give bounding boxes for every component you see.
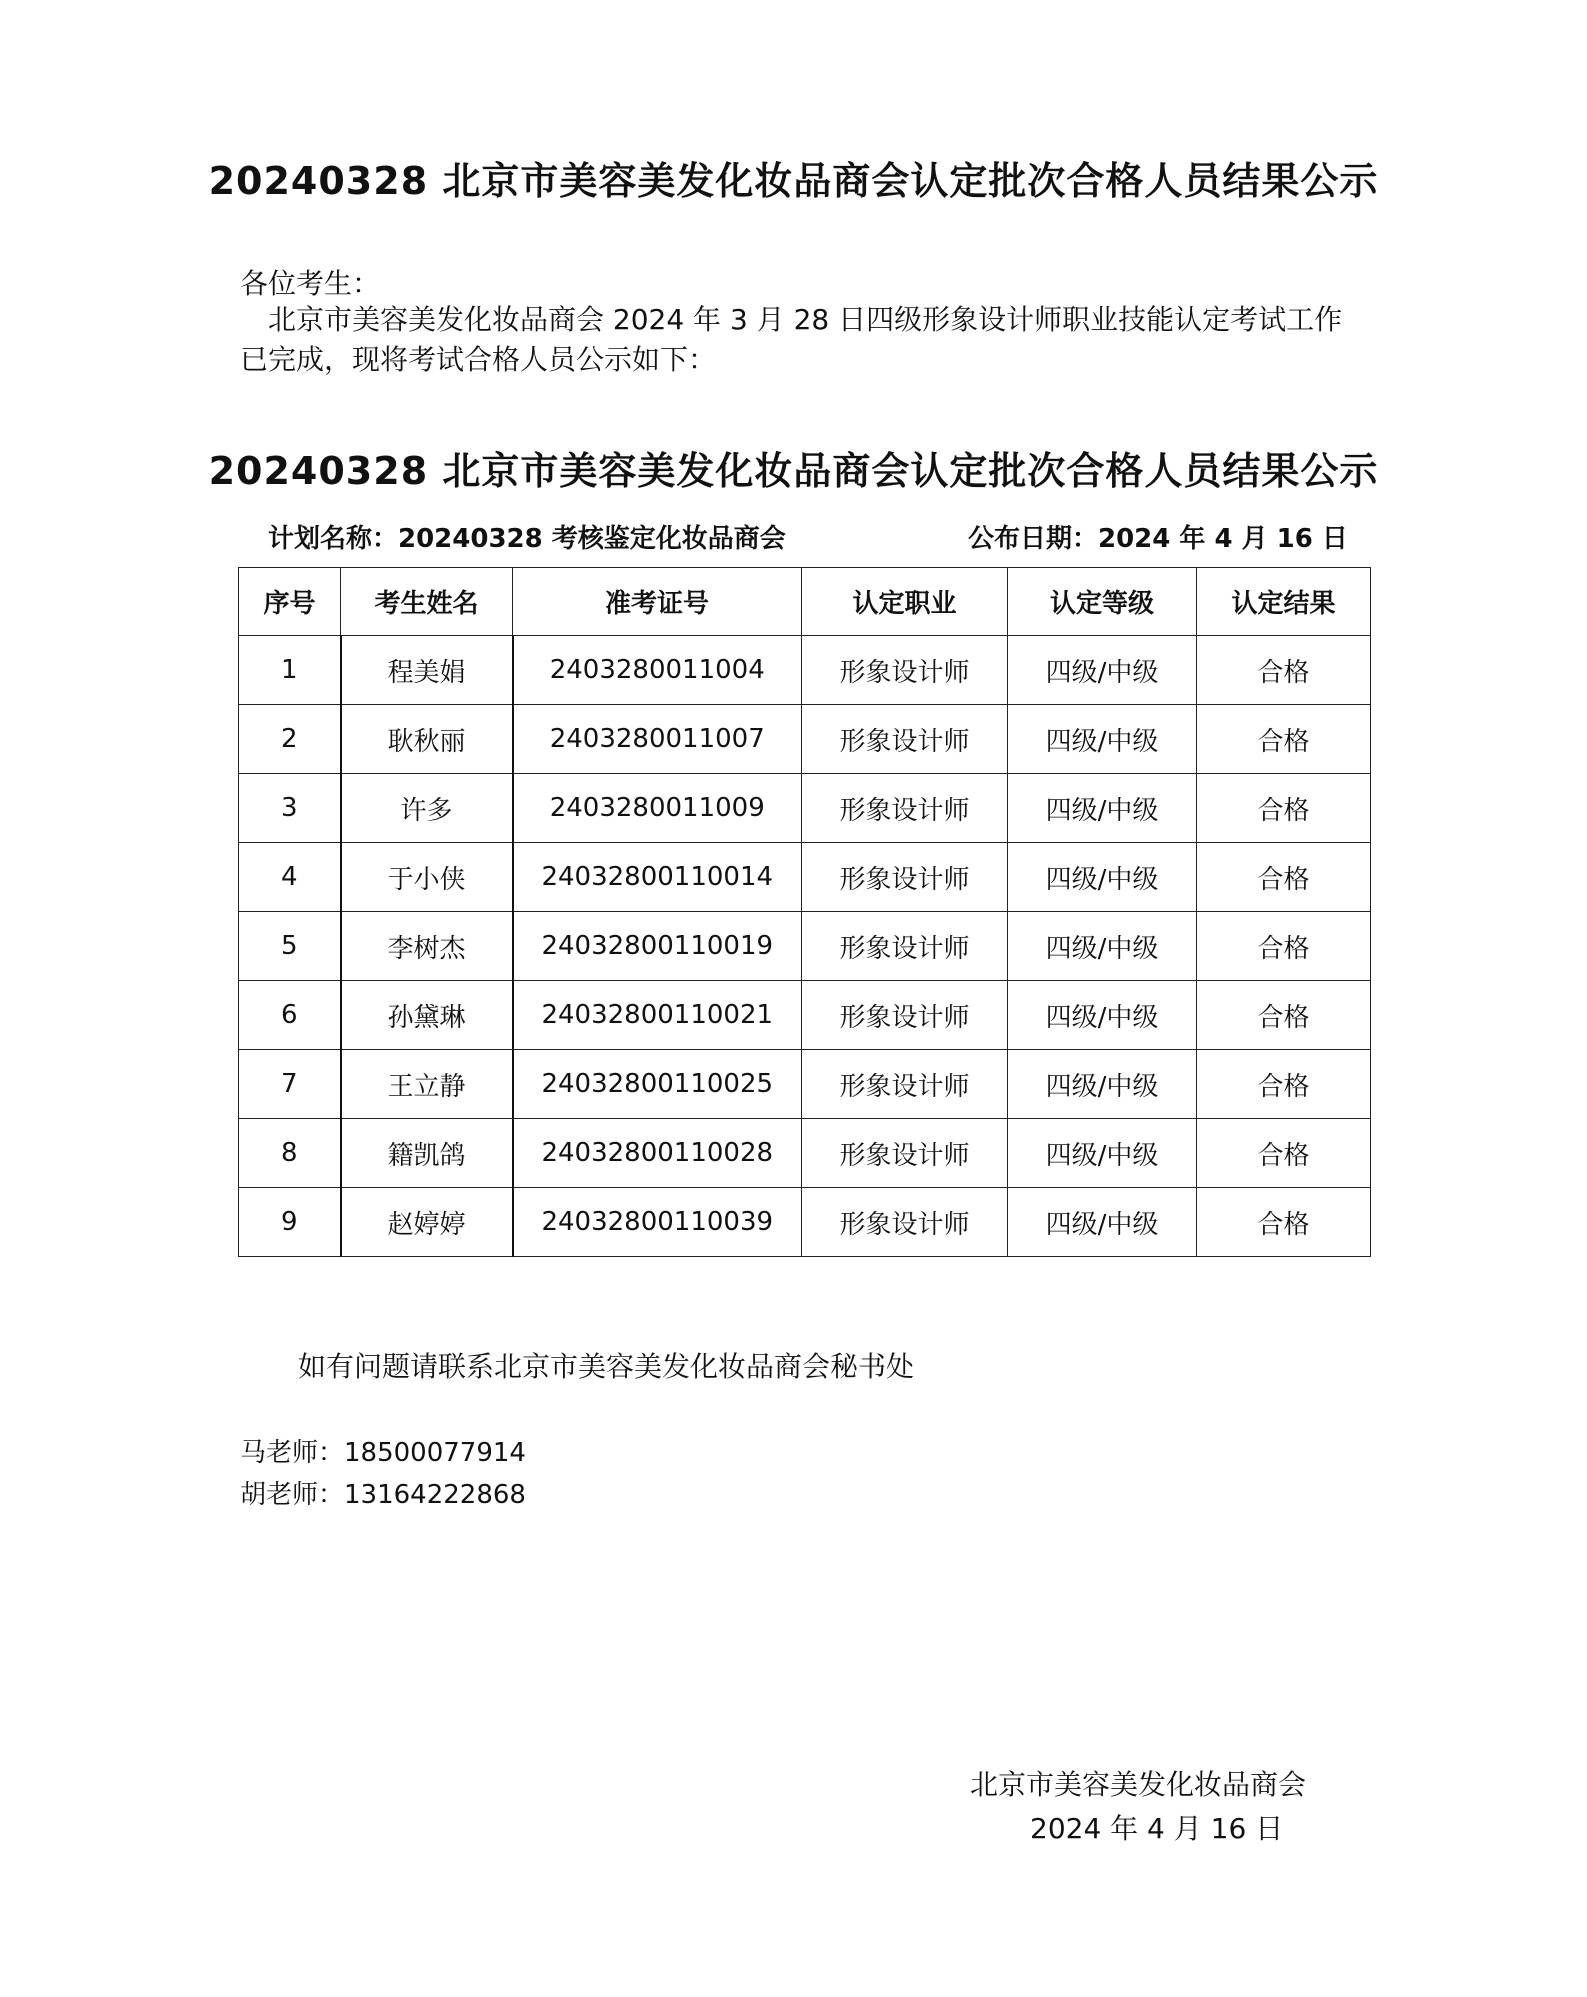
header-level: 认定等级 [1008, 568, 1197, 636]
greeting: 各位考生： [240, 267, 381, 300]
cell-level: 四级/中级 [1008, 636, 1197, 705]
cell-level: 四级/中级 [1008, 1188, 1197, 1257]
cell-exam-id: 2403280011009 [513, 774, 802, 843]
cell-exam-id: 2403280011007 [513, 705, 802, 774]
cell-result: 合格 [1197, 636, 1371, 705]
cell-occupation: 形象设计师 [802, 1050, 1008, 1119]
cell-name: 于小侠 [341, 843, 513, 912]
intro-line-1: 北京市美容美发化妆品商会 2024 年 3 月 28 日四级形象设计师职业技能认定考试工作 [268, 303, 1343, 336]
intro-line-2: 已完成，现将考试合格人员公示如下： [240, 343, 717, 376]
table-row [239, 774, 1371, 843]
table-row [239, 1119, 1371, 1188]
cell-occupation: 形象设计师 [802, 981, 1008, 1050]
header-result: 认定结果 [1197, 568, 1371, 636]
table-row [239, 843, 1371, 912]
cell-occupation: 形象设计师 [802, 1119, 1008, 1188]
table-row [239, 705, 1371, 774]
cell-name: 李树杰 [341, 912, 513, 981]
cell-seq: 4 [239, 843, 341, 912]
contact-teacher-hu: 胡老师：13164222868 [240, 1480, 526, 1510]
cell-seq: 7 [239, 1050, 341, 1119]
results-table [238, 567, 1371, 1257]
cell-seq: 5 [239, 912, 341, 981]
cell-exam-id: 24032800110019 [513, 912, 802, 981]
cell-name: 赵婷婷 [341, 1188, 513, 1257]
cell-exam-id: 24032800110025 [513, 1050, 802, 1119]
cell-occupation: 形象设计师 [802, 774, 1008, 843]
document-title: 20240328 北京市美容美发化妆品商会认定批次合格人员结果公示 [208, 159, 1379, 203]
cell-occupation: 形象设计师 [802, 1188, 1008, 1257]
cell-result: 合格 [1197, 843, 1371, 912]
header-name: 考生姓名 [341, 568, 513, 636]
cell-level: 四级/中级 [1008, 1050, 1197, 1119]
cell-name: 许多 [341, 774, 513, 843]
cell-occupation: 形象设计师 [802, 843, 1008, 912]
cell-name: 耿秋丽 [341, 705, 513, 774]
cell-seq: 3 [239, 774, 341, 843]
table-row [239, 1050, 1371, 1119]
cell-level: 四级/中级 [1008, 774, 1197, 843]
publish-date: 公布日期：2024 年 4 月 16 日 [968, 524, 1348, 554]
cell-seq: 8 [239, 1119, 341, 1188]
header-seq: 序号 [239, 568, 341, 636]
cell-exam-id: 24032800110039 [513, 1188, 802, 1257]
cell-level: 四级/中级 [1008, 912, 1197, 981]
contact-note: 如有问题请联系北京市美容美发化妆品商会秘书处 [298, 1350, 915, 1383]
cell-level: 四级/中级 [1008, 981, 1197, 1050]
cell-level: 四级/中级 [1008, 705, 1197, 774]
cell-result: 合格 [1197, 1050, 1371, 1119]
table-row [239, 1188, 1371, 1257]
cell-result: 合格 [1197, 705, 1371, 774]
cell-exam-id: 2403280011004 [513, 636, 802, 705]
cell-seq: 6 [239, 981, 341, 1050]
cell-result: 合格 [1197, 1119, 1371, 1188]
cell-exam-id: 24032800110028 [513, 1119, 802, 1188]
cell-result: 合格 [1197, 1188, 1371, 1257]
cell-occupation: 形象设计师 [802, 636, 1008, 705]
cell-name: 王立静 [341, 1050, 513, 1119]
header-exam-id: 准考证号 [513, 568, 802, 636]
cell-result: 合格 [1197, 774, 1371, 843]
cell-seq: 9 [239, 1188, 341, 1257]
contact-teacher-ma: 马老师：18500077914 [240, 1438, 526, 1468]
plan-name: 计划名称：20240328 考核鉴定化妆品商会 [268, 524, 786, 554]
table-title: 20240328 北京市美容美发化妆品商会认定批次合格人员结果公示 [208, 449, 1379, 493]
table-header-row [239, 568, 1371, 636]
header-occupation: 认定职业 [802, 568, 1008, 636]
table-row [239, 981, 1371, 1050]
signature-organization: 北京市美容美发化妆品商会 [970, 1768, 1307, 1801]
cell-exam-id: 24032800110021 [513, 981, 802, 1050]
cell-result: 合格 [1197, 981, 1371, 1050]
cell-level: 四级/中级 [1008, 843, 1197, 912]
signature-date: 2024 年 4 月 16 日 [1030, 1812, 1284, 1845]
cell-level: 四级/中级 [1008, 1119, 1197, 1188]
cell-result: 合格 [1197, 912, 1371, 981]
cell-seq: 2 [239, 705, 341, 774]
table-row [239, 912, 1371, 981]
cell-occupation: 形象设计师 [802, 705, 1008, 774]
cell-name: 程美娟 [341, 636, 513, 705]
cell-occupation: 形象设计师 [802, 912, 1008, 981]
intro-paragraph [240, 300, 1350, 380]
cell-exam-id: 24032800110014 [513, 843, 802, 912]
table-row [239, 636, 1371, 705]
cell-name: 籍凯鸽 [341, 1119, 513, 1188]
cell-name: 孙黛琳 [341, 981, 513, 1050]
cell-seq: 1 [239, 636, 341, 705]
